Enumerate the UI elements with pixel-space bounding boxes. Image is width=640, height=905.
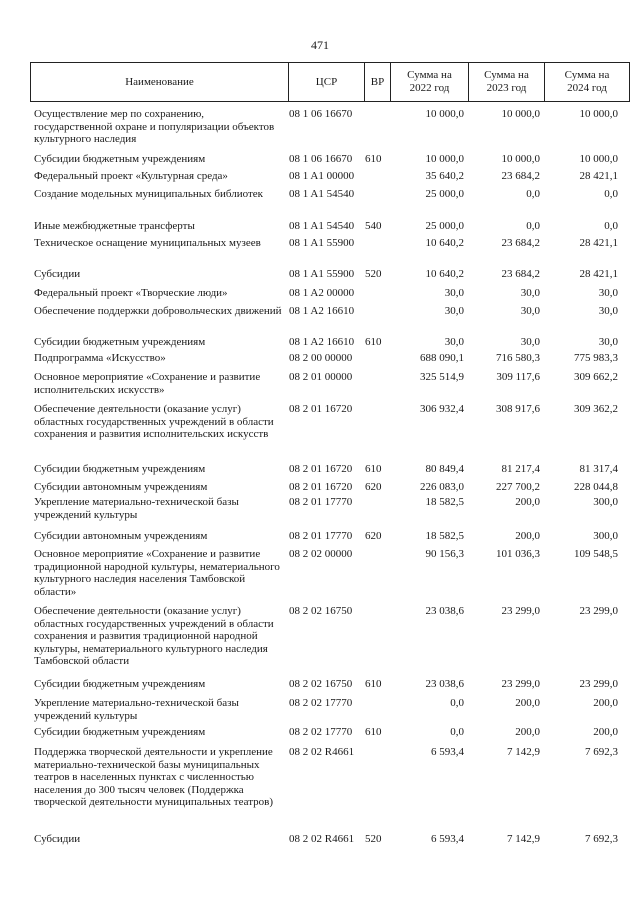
row-csr: 08 2 02 16750 — [289, 605, 353, 617]
row-sum-2022: 23 038,6 — [425, 678, 464, 690]
row-sum-2023: 23 299,0 — [501, 678, 540, 690]
row-csr: 08 1 A1 54540 — [289, 220, 355, 232]
row-csr: 08 2 02 00000 — [289, 548, 353, 560]
row-sum-2023: 716 580,3 — [496, 352, 540, 364]
row-sum-2023: 200,0 — [515, 697, 540, 709]
row-sum-2023: 23 684,2 — [501, 170, 540, 182]
row-sum-2024: 23 299,0 — [579, 605, 618, 617]
row-name: Техническое оснащение муниципальных музеев — [34, 237, 261, 249]
row-name: Субсидии бюджетным учреждениям — [34, 726, 206, 738]
row-sum-2024: 10 000,0 — [579, 153, 618, 165]
row-csr: 08 2 02 R4661 — [289, 833, 355, 845]
row-sum-2024: 200,0 — [593, 697, 618, 709]
row-vr: 610 — [365, 463, 382, 475]
column-header-name: Наименование — [31, 63, 289, 101]
row-name: Субсидии автономным учреждениям — [34, 530, 208, 542]
row-sum-2022: 688 090,1 — [420, 352, 464, 364]
row-sum-2024: 7 692,3 — [585, 746, 618, 758]
row-vr: 620 — [365, 481, 382, 493]
row-sum-2022: 25 000,0 — [425, 188, 464, 200]
row-csr: 08 2 02 17770 — [289, 697, 353, 709]
row-name: Основное мероприятие «Сохранение и развитие традиционной народной культуры, нематериального культурного наследия населения Тамбовской области» — [34, 548, 280, 598]
row-name: Субсидии бюджетным учреждениям — [34, 336, 206, 348]
column-header-2023: Сумма на 2023 год — [469, 63, 545, 101]
row-sum-2023: 101 036,3 — [496, 548, 540, 560]
row-csr: 08 1 A1 54540 — [289, 188, 355, 200]
row-sum-2024: 10 000,0 — [579, 108, 618, 120]
row-vr: 620 — [365, 530, 382, 542]
row-sum-2024: 23 299,0 — [579, 678, 618, 690]
row-csr: 08 2 01 16720 — [289, 403, 353, 415]
row-csr: 08 1 06 16670 — [289, 153, 353, 165]
row-name: Субсидии автономным учреждениям — [34, 481, 208, 493]
row-sum-2022: 30,0 — [444, 287, 464, 299]
page-number: 471 — [311, 38, 329, 52]
row-sum-2023: 10 000,0 — [501, 153, 540, 165]
row-sum-2023: 30,0 — [520, 336, 540, 348]
row-csr: 08 1 06 16670 — [289, 108, 353, 120]
row-sum-2024: 309 362,2 — [574, 403, 618, 415]
row-sum-2022: 18 582,5 — [425, 530, 464, 542]
row-sum-2023: 0,0 — [526, 188, 540, 200]
row-csr: 08 1 A2 00000 — [289, 287, 355, 299]
row-sum-2024: 0,0 — [604, 188, 618, 200]
row-csr: 08 2 02 R4661 — [289, 746, 355, 758]
row-name: Субсидии — [34, 833, 81, 845]
row-name: Субсидии — [34, 268, 81, 280]
row-sum-2024: 200,0 — [593, 726, 618, 738]
row-sum-2023: 227 700,2 — [496, 481, 540, 493]
row-sum-2022: 10 000,0 — [425, 153, 464, 165]
row-sum-2023: 200,0 — [515, 726, 540, 738]
row-csr: 08 1 A2 16610 — [289, 305, 355, 317]
row-sum-2023: 7 142,9 — [507, 833, 540, 845]
row-sum-2022: 6 593,4 — [431, 833, 464, 845]
row-sum-2023: 30,0 — [520, 287, 540, 299]
row-name: Обеспечение поддержки добровольческих движений — [34, 305, 282, 317]
row-name: Укрепление материально-технической базы учреждений культуры — [34, 496, 239, 521]
row-csr: 08 2 02 16750 — [289, 678, 353, 690]
row-sum-2023: 200,0 — [515, 530, 540, 542]
row-csr: 08 2 02 17770 — [289, 726, 353, 738]
row-sum-2024: 775 983,3 — [574, 352, 618, 364]
row-name: Подпрограмма «Искусство» — [34, 352, 166, 364]
row-name: Поддержка творческой деятельности и укрепление материально-технической базы муниципальных театров в населенных пунктах с численностью населения до 300 тысяч человек (Поддержка творческой деятельности муниципальных театров) — [34, 746, 273, 808]
row-name: Субсидии бюджетным учреждениям — [34, 463, 206, 475]
row-sum-2024: 7 692,3 — [585, 833, 618, 845]
column-header-csr: ЦСР — [289, 63, 365, 101]
row-name: Субсидии бюджетным учреждениям — [34, 678, 206, 690]
row-sum-2024: 28 421,1 — [579, 170, 618, 182]
row-name: Субсидии бюджетным учреждениям — [34, 153, 206, 165]
row-sum-2024: 0,0 — [604, 220, 618, 232]
row-vr: 520 — [365, 833, 382, 845]
row-sum-2022: 25 000,0 — [425, 220, 464, 232]
row-vr: 610 — [365, 678, 382, 690]
row-name: Создание модельных муниципальных библиотек — [34, 188, 264, 200]
row-sum-2023: 23 684,2 — [501, 237, 540, 249]
row-sum-2022: 90 156,3 — [425, 548, 464, 560]
row-sum-2024: 109 548,5 — [574, 548, 618, 560]
row-sum-2022: 10 640,2 — [425, 237, 464, 249]
row-sum-2023: 0,0 — [526, 220, 540, 232]
row-name: Обеспечение деятельности (оказание услуг) областных государственных учреждений в области сохранения и развития исполнительских искусств — [34, 403, 274, 440]
row-csr: 08 1 A2 16610 — [289, 336, 355, 348]
row-sum-2023: 23 684,2 — [501, 268, 540, 280]
row-sum-2024: 300,0 — [593, 496, 618, 508]
row-sum-2024: 309 662,2 — [574, 371, 618, 383]
row-name: Обеспечение деятельности (оказание услуг) областных государственных учреждений в области сохранения и развития традиционной народной культуры, нематериального культурного наследия Тамбовской области — [34, 605, 274, 667]
row-csr: 08 2 01 17770 — [289, 530, 353, 542]
row-csr: 08 2 01 16720 — [289, 481, 353, 493]
row-sum-2023: 7 142,9 — [507, 746, 540, 758]
row-sum-2022: 10 640,2 — [425, 268, 464, 280]
row-csr: 08 1 A1 00000 — [289, 170, 355, 182]
row-sum-2023: 308 917,6 — [496, 403, 540, 415]
row-csr: 08 2 01 16720 — [289, 463, 353, 475]
row-name: Федеральный проект «Творческие люди» — [34, 287, 228, 299]
row-sum-2022: 0,0 — [450, 697, 464, 709]
row-sum-2022: 23 038,6 — [425, 605, 464, 617]
row-name: Основное мероприятие «Сохранение и развитие исполнительских искусств» — [34, 371, 261, 396]
row-sum-2022: 35 640,2 — [425, 170, 464, 182]
row-sum-2024: 228 044,8 — [574, 481, 618, 493]
row-sum-2022: 325 514,9 — [420, 371, 464, 383]
row-csr: 08 1 A1 55900 — [289, 237, 355, 249]
row-sum-2023: 309 117,6 — [496, 371, 540, 383]
row-sum-2022: 306 932,4 — [420, 403, 464, 415]
row-sum-2022: 0,0 — [450, 726, 464, 738]
row-name: Укрепление материально-технической базы учреждений культуры — [34, 697, 239, 722]
row-csr: 08 2 01 17770 — [289, 496, 353, 508]
row-sum-2024: 28 421,1 — [579, 268, 618, 280]
row-vr: 540 — [365, 220, 382, 232]
row-vr: 610 — [365, 153, 382, 165]
row-name: Осуществление мер по сохранению, государственной охране и популяризации объектов культурного наследия — [34, 108, 275, 145]
row-sum-2024: 30,0 — [598, 287, 618, 299]
row-sum-2023: 81 217,4 — [501, 463, 540, 475]
row-vr: 610 — [365, 726, 382, 738]
row-vr: 520 — [365, 268, 382, 280]
row-sum-2023: 200,0 — [515, 496, 540, 508]
column-header-vr: ВР — [365, 63, 391, 101]
row-sum-2024: 30,0 — [598, 336, 618, 348]
row-sum-2024: 28 421,1 — [579, 237, 618, 249]
row-sum-2024: 30,0 — [598, 305, 618, 317]
row-sum-2024: 300,0 — [593, 530, 618, 542]
column-header-2024: Сумма на 2024 год — [564, 69, 610, 94]
row-sum-2022: 226 083,0 — [420, 481, 464, 493]
row-sum-2024: 81 317,4 — [579, 463, 618, 475]
row-sum-2023: 10 000,0 — [501, 108, 540, 120]
row-csr: 08 1 A1 55900 — [289, 268, 355, 280]
row-csr: 08 2 01 00000 — [289, 371, 353, 383]
row-sum-2022: 30,0 — [444, 305, 464, 317]
row-name: Федеральный проект «Культурная среда» — [34, 170, 228, 182]
row-csr: 08 2 00 00000 — [289, 352, 353, 364]
row-sum-2022: 80 849,4 — [425, 463, 464, 475]
row-sum-2022: 30,0 — [444, 336, 464, 348]
row-sum-2023: 23 299,0 — [501, 605, 540, 617]
row-name: Иные межбюджетные трансферты — [34, 220, 195, 232]
row-sum-2022: 18 582,5 — [425, 496, 464, 508]
row-sum-2022: 10 000,0 — [425, 108, 464, 120]
row-vr: 610 — [365, 336, 382, 348]
row-sum-2023: 30,0 — [520, 305, 540, 317]
table-header — [30, 62, 630, 102]
row-sum-2022: 6 593,4 — [431, 746, 464, 758]
column-header-2022: Сумма на 2022 год — [391, 63, 469, 101]
